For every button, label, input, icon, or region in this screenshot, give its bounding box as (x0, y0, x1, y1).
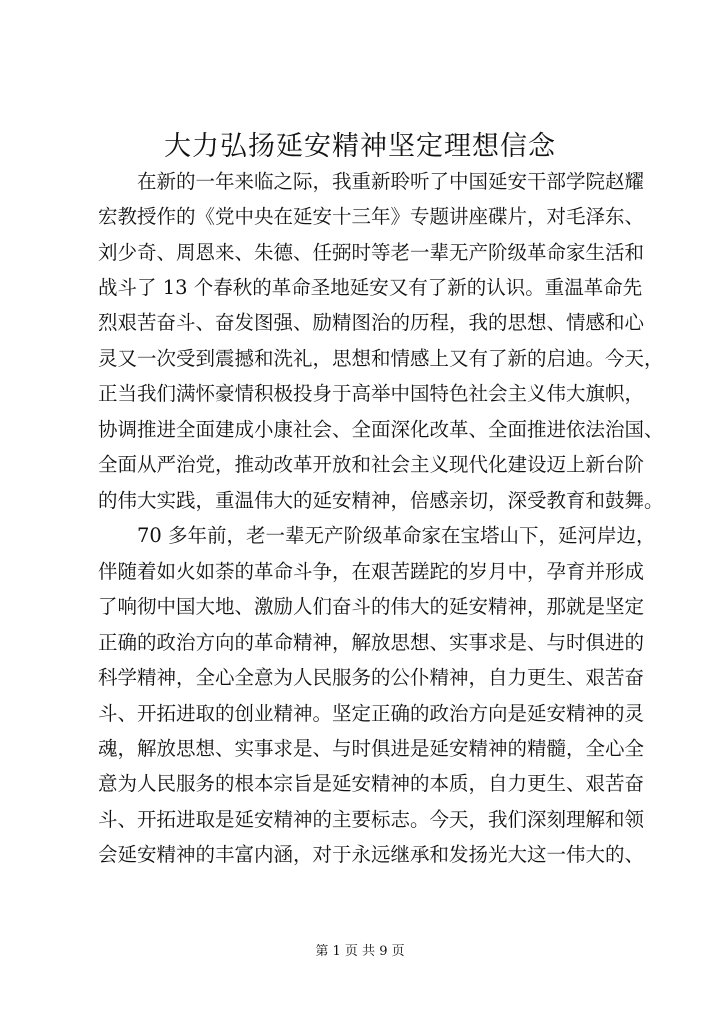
text-line-13: 了响彻中国大地、激励人们奋斗的伟大的延安精神，那就是坚定 (98, 595, 645, 618)
text-line-11: 70 多年前，老一辈无产阶级革命家在宝塔山下，延河岸边， (98, 524, 656, 547)
text-line-6: 灵又一次受到震撼和洗礼，思想和情感上又有了新的启迪。今天， (98, 347, 664, 370)
text-line-1: 在新的一年来临之际，我重新聆听了中国延安干部学院赵耀 (98, 170, 645, 193)
text-line-7: 正当我们满怀豪情积极投身于高举中国特色社会主义伟大旗帜， (98, 382, 645, 405)
text-line-18: 意为人民服务的根本宗旨是延安精神的本质，自力更生、艰苦奋 (98, 772, 645, 795)
text-line-12: 伴随着如火如荼的革命斗争，在艰苦蹉跎的岁月中，孕育并形成 (98, 560, 645, 583)
text-line-9: 全面从严治党，推动改革开放和社会主义现代化建设迈上新台阶 (98, 453, 645, 476)
text-line-20: 会延安精神的丰富内涵，对于永远继承和发扬光大这一伟大的、 (98, 843, 645, 866)
text-line-17: 魂，解放思想、实事求是、与时俱进是延安精神的精髓，全心全 (98, 737, 645, 760)
text-line-5: 烈艰苦奋斗、奋发图强、励精图治的历程，我的思想、情感和心 (98, 311, 645, 334)
text-line-8: 协调推进全面建成小康社会、全面深化改革、全面推进依法治国、 (98, 418, 664, 441)
text-line-4: 战斗了 13 个春秋的革命圣地延安又有了新的认识。重温革命先 (98, 276, 643, 299)
text-line-14: 正确的政治方向的革命精神，解放思想、实事求是、与时俱进的 (98, 631, 645, 654)
text-line-16: 斗、开拓进取的创业精神。坚定正确的政治方向是延安精神的灵 (98, 702, 645, 725)
text-line-15: 科学精神，全心全意为人民服务的公仆精神，自力更生、艰苦奋 (98, 666, 645, 689)
document-title: 大力弘扬延安精神坚定理想信念 (164, 131, 556, 162)
page-footer: 第 1 页 共 9 页 (315, 944, 405, 959)
text-line-2: 宏教授作的《党中央在延安十三年》专题讲座碟片，对毛泽东、 (98, 205, 645, 228)
text-line-3: 刘少奇、周恩来、朱德、任弼时等老一辈无产阶级革命家生活和 (98, 241, 645, 264)
text-line-19: 斗、开拓进取是延安精神的主要标志。今天，我们深刻理解和领 (98, 808, 645, 831)
text-line-10: 的伟大实践，重温伟大的延安精神，倍感亲切，深受教育和鼓舞。 (98, 489, 664, 512)
